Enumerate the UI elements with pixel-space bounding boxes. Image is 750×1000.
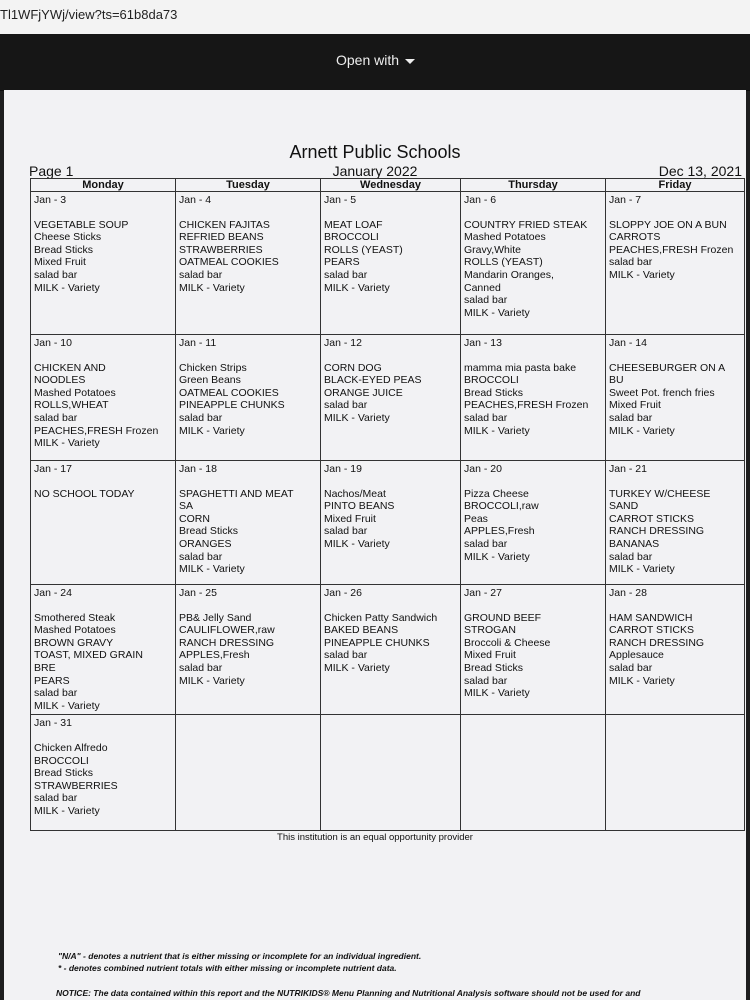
menu-item: ROLLS (YEAST) [464,256,543,269]
menu-item: MILK - Variety [179,563,245,576]
menu-item: Chicken Strips [179,361,247,374]
menu-item: Pizza Cheese [464,487,529,500]
menu-item: ORANGES [179,537,232,550]
day-cell [321,585,461,715]
day-date: Jan - 14 [609,337,647,349]
menu-item: OATMEAL COOKIES [179,256,279,269]
day-date: Jan - 26 [324,587,362,599]
weekday-header: Tuesday [176,179,321,192]
browser-url-bar[interactable] [0,0,750,34]
menu-item: PINEAPPLE CHUNKS [179,399,285,412]
menu-item: PEACHES,FRESH Frozen [34,424,159,437]
week-row [31,585,745,715]
menu-item: CHEESEBURGER ON A [609,361,726,374]
weekday-header: Friday [606,179,745,192]
nutrient-notes [58,950,421,974]
menu-item: CARROT STICKS [609,512,694,525]
menu-item: MILK - Variety [324,411,390,424]
menu-item: BANANAS [609,537,660,550]
menu-item: salad bar [609,550,653,563]
note-na: "N/A" - denotes a nutrient that is either missing or incomplete for an individual ingredient. [58,951,422,961]
menu-item: OATMEAL COOKIES [179,386,279,399]
day-cell [321,461,461,585]
chevron-down-icon [405,59,415,64]
menu-item: PEARS [34,674,70,687]
menu-item: MEAT LOAF [324,218,383,231]
menu-item: SPAGHETTI AND MEAT [179,487,294,500]
menu-item: RANCH DRESSING [609,525,705,538]
menu-item: CORN DOG [324,361,382,374]
day-date: Jan - 27 [464,587,502,599]
day-cell [461,461,606,585]
menu-item: TURKEY W/CHEESE [609,487,711,500]
menu-item: Bread Sticks [179,525,238,538]
day-cell [31,461,176,585]
day-date: Jan - 11 [179,337,217,349]
menu-item: Canned [464,281,501,294]
menu-item: Chicken Alfredo [34,741,108,754]
menu-item: NO SCHOOL TODAY [34,487,135,500]
week-row [31,461,745,585]
day-cell [176,585,321,715]
menu-item: STRAWBERRIES [179,243,263,256]
document-page [4,90,746,1000]
weekday-header: Monday [31,179,176,192]
url-text: Tl1WFjYWj/view?ts=61b8da73 [0,7,178,22]
menu-item: BLACK-EYED PEAS [324,374,422,387]
day-cell [176,715,321,831]
menu-item: SAND [609,500,639,513]
day-date: Jan - 19 [324,463,362,475]
menu-item: salad bar [464,537,508,550]
menu-item: salad bar [609,256,653,269]
menu-item: Mashed Potatoes [464,231,546,244]
menu-item: salad bar [464,411,508,424]
menu-item: PINEAPPLE CHUNKS [324,636,430,649]
weekday-header-row [31,179,745,192]
menu-item: PEACHES,FRESH Frozen [609,243,734,256]
day-cell [321,335,461,461]
menu-item: salad bar [324,399,368,412]
menu-item: Mixed Fruit [324,512,376,525]
menu-item: SA [179,500,194,513]
day-cell [31,715,176,831]
day-cell [321,192,461,335]
day-cell [606,461,745,585]
week-row [31,335,745,461]
menu-item: CARROT STICKS [609,624,694,637]
menu-item: MILK - Variety [34,699,100,712]
menu-item: GROUND BEEF [464,611,542,624]
menu-item: BROCCOLI [464,374,519,387]
weekday-header: Wednesday [321,179,461,192]
menu-item: Mixed Fruit [464,649,516,662]
menu-item: Mashed Potatoes [34,386,116,399]
menu-item: salad bar [34,268,78,281]
day-date: Jan - 6 [464,194,497,206]
menu-item: RANCH DRESSING [609,636,705,649]
day-cell [461,335,606,461]
menu-item: MILK - Variety [324,661,390,674]
menu-item: salad bar [464,294,508,307]
menu-item: PINTO BEANS [324,500,395,513]
menu-item: Green Beans [179,374,241,387]
menu-item: BU [609,374,624,387]
day-cell [461,192,606,335]
menu-item: MILK - Variety [464,687,530,700]
menu-calendar [30,178,745,831]
menu-item: COUNTRY FRIED STEAK [464,218,588,231]
day-date: Jan - 5 [324,194,357,206]
note-star: * - denotes combined nutrient totals with either missing or incomplete nutrient data. [58,963,397,973]
menu-item: MILK - Variety [609,674,675,687]
day-date: Jan - 28 [609,587,647,599]
menu-item: salad bar [179,411,223,424]
menu-item: salad bar [179,550,223,563]
menu-item: MILK - Variety [464,550,530,563]
weekday-header: Thursday [461,179,606,192]
menu-item: Mixed Fruit [34,256,86,269]
day-date: Jan - 10 [34,337,72,349]
menu-item: ROLLS,WHEAT [34,399,109,412]
menu-item: HAM SANDWICH [609,611,693,624]
menu-item: Broccoli & Cheese [464,636,551,649]
menu-item: NOODLES [34,374,86,387]
notice-text: NOTICE: The data contained within this report and the NUTRIKIDS® Menu Planning and Nutritional Analysis software should not be used for and [56,988,641,998]
day-date: Jan - 20 [464,463,502,475]
day-cell [606,335,745,461]
school-title: Arnett Public Schools [289,142,461,162]
menu-item: MILK - Variety [179,281,245,294]
day-cell [606,715,745,831]
menu-item: Gravy,White [464,243,521,256]
menu-item: salad bar [609,661,653,674]
day-cell [31,585,176,715]
menu-item: MILK - Variety [34,437,100,450]
menu-item: MILK - Variety [609,424,675,437]
menu-item: Bread Sticks [464,386,523,399]
day-date: Jan - 7 [609,194,642,206]
menu-item: salad bar [34,687,78,700]
day-date: Jan - 13 [464,337,502,349]
menu-item: MILK - Variety [179,424,245,437]
menu-item: Applesauce [609,649,664,662]
menu-item: salad bar [324,525,368,538]
menu-item: mamma mia pasta bake [464,361,577,374]
menu-item: PEACHES,FRESH Frozen [464,399,589,412]
menu-item: MILK - Variety [324,537,390,550]
menu-item: REFRIED BEANS [179,231,264,244]
menu-item: BROCCOLI,raw [464,500,539,513]
equal-opportunity-text: This institution is an equal opportunity provider [277,832,473,843]
menu-item: Chicken Patty Sandwich [324,611,438,624]
menu-item: Bread Sticks [464,661,523,674]
menu-item: ORANGE JUICE [324,386,403,399]
day-date: Jan - 3 [34,194,67,206]
menu-item: ROLLS (YEAST) [324,243,403,256]
week-row [31,192,745,335]
report-date: Dec 13, 2021 [658,163,742,179]
menu-item: salad bar [324,268,368,281]
day-date: Jan - 18 [179,463,217,475]
day-date: Jan - 24 [34,587,72,599]
menu-item: salad bar [324,649,368,662]
day-date: Jan - 17 [34,463,72,475]
menu-item: PEARS [324,256,360,269]
day-cell [606,192,745,335]
day-cell [176,461,321,585]
menu-item: MILK - Variety [609,268,675,281]
viewer-toolbar [0,34,750,91]
week-row [31,715,745,831]
menu-item: BROCCOLI [324,231,379,244]
menu-item: STROGAN [464,624,516,637]
menu-item: APPLES,Fresh [464,525,535,538]
month-title: January 2022 [332,163,418,179]
day-cell [461,585,606,715]
day-date: Jan - 12 [324,337,362,349]
menu-item: salad bar [34,411,78,424]
menu-item: CAULIFLOWER,raw [179,624,275,637]
day-date: Jan - 25 [179,587,217,599]
menu-item: CORN [179,512,210,525]
menu-item: RANCH DRESSING [179,636,275,649]
menu-item: Peas [464,512,488,525]
menu-item: APPLES,Fresh [179,649,250,662]
menu-item: salad bar [609,411,653,424]
day-date: Jan - 31 [34,717,72,730]
menu-item: BAKED BEANS [324,624,399,637]
day-cell [321,715,461,831]
menu-item: Nachos/Meat [324,487,386,500]
menu-item: MILK - Variety [34,804,100,817]
menu-item: MILK - Variety [464,424,530,437]
menu-item: salad bar [179,268,223,281]
menu-item: Smothered Steak [34,611,116,624]
menu-item: salad bar [34,792,78,805]
menu-item: MILK - Variety [34,281,100,294]
menu-item: salad bar [464,674,508,687]
open-with-button[interactable] [336,52,415,68]
menu-item: VEGETABLE SOUP [34,218,129,231]
menu-item: CHICKEN AND [34,361,106,374]
menu-item: MILK - Variety [179,674,245,687]
day-cell [176,192,321,335]
menu-item: Mixed Fruit [609,399,661,412]
day-date: Jan - 4 [179,194,212,206]
menu-item: MILK - Variety [464,306,530,319]
day-date: Jan - 21 [609,463,647,475]
page-number: Page 1 [29,163,74,179]
menu-item: salad bar [179,661,223,674]
open-with-label: Open with [336,52,400,68]
menu-item: BROWN GRAVY [34,636,114,649]
menu-item: CARROTS [609,231,661,244]
day-cell [606,585,745,715]
menu-item: Bread Sticks [34,243,93,256]
menu-item: Sweet Pot. french fries [609,386,715,399]
day-cell [31,335,176,461]
menu-item: Bread Sticks [34,767,93,780]
day-cell [461,715,606,831]
menu-item: MILK - Variety [324,281,390,294]
menu-item: CHICKEN FAJITAS [179,218,270,231]
menu-item: BRE [34,661,56,674]
day-cell [176,335,321,461]
menu-item: SLOPPY JOE ON A BUN [609,218,727,231]
menu-item: Mashed Potatoes [34,624,116,637]
menu-item: MILK - Variety [609,563,675,576]
menu-item: Mandarin Oranges, [464,268,554,281]
menu-item: TOAST, MIXED GRAIN [34,649,143,662]
menu-item: PB& Jelly Sand [179,611,252,624]
day-cell [31,192,176,335]
menu-item: Cheese Sticks [34,231,102,244]
menu-item: BROCCOLI [34,754,89,767]
menu-item: STRAWBERRIES [34,779,118,792]
